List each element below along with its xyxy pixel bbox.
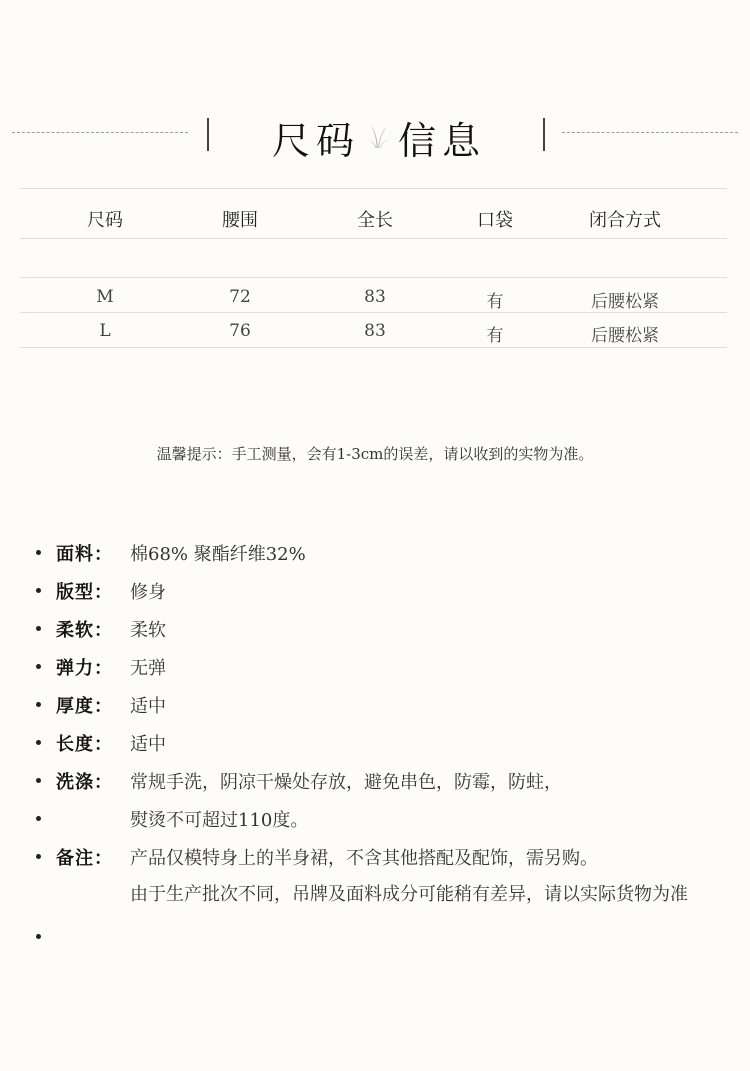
header-size: 尺码 — [87, 210, 123, 231]
bullet-icon — [36, 626, 41, 631]
prop-value: 无弹 — [130, 658, 166, 679]
prop-label: 厚度： — [56, 696, 113, 717]
bullet-icon — [36, 934, 41, 939]
dashed-divider-right — [562, 132, 738, 133]
prop-label: 备注： — [56, 848, 113, 869]
prop-label: 长度： — [56, 734, 113, 755]
row-closure: 后腰松紧 — [591, 326, 659, 346]
vertical-bar-left — [207, 118, 209, 151]
header-pocket: 口袋 — [477, 210, 513, 231]
list-item — [36, 844, 746, 874]
row-pocket: 有 — [486, 326, 504, 346]
dashed-divider-left — [12, 132, 188, 133]
row-size: L — [99, 321, 111, 341]
bullet-icon — [36, 778, 41, 783]
row-waist: 76 — [229, 321, 251, 341]
list-item — [36, 730, 746, 760]
table-rule — [20, 347, 727, 348]
header-closure: 闭合方式 — [589, 210, 661, 231]
header-waist: 腰围 — [222, 210, 258, 231]
list-item — [36, 880, 746, 910]
header-length: 全长 — [357, 210, 393, 231]
table-rule — [20, 277, 727, 278]
row-closure: 后腰松紧 — [591, 292, 659, 312]
prop-value: 由于生产批次不同，吊牌及面料成分可能稍有差异，请以实际货物为准 — [130, 884, 688, 905]
bullet-icon — [36, 816, 41, 821]
list-item — [36, 806, 746, 836]
bullet-icon — [36, 550, 41, 555]
prop-value: 柔软 — [130, 620, 166, 641]
prop-label: 柔软： — [56, 620, 113, 641]
prop-label: 弹力： — [56, 658, 113, 679]
prop-value: 适中 — [130, 696, 166, 717]
vertical-bar-right — [543, 118, 545, 151]
bullet-icon — [36, 854, 41, 859]
table-rule — [20, 238, 727, 239]
row-pocket: 有 — [486, 292, 504, 312]
title-info: 信息 — [398, 119, 487, 163]
bullet-icon — [36, 740, 41, 745]
list-item — [36, 692, 746, 722]
list-item — [36, 578, 746, 608]
list-item — [36, 924, 746, 954]
prop-value: 适中 — [130, 734, 166, 755]
prop-value: 棉68% 聚酯纤维32% — [130, 544, 306, 565]
list-item — [36, 654, 746, 684]
list-item — [36, 616, 746, 646]
list-item — [36, 768, 746, 798]
prop-value: 产品仅模特身上的半身裙，不含其他搭配及配饰，需另购。 — [130, 848, 598, 869]
row-waist: 72 — [229, 287, 251, 307]
prop-label: 洗涤： — [56, 772, 113, 793]
bullet-icon — [36, 588, 41, 593]
row-length: 83 — [364, 321, 386, 341]
prop-label: 版型： — [56, 582, 113, 603]
title-size: 尺码 — [272, 119, 361, 163]
prop-value: 修身 — [130, 582, 166, 603]
list-item — [36, 540, 746, 570]
prop-value: 常规手洗，阴凉干燥处存放，避免串色，防霉，防蛀， — [130, 772, 562, 793]
prop-label: 面料： — [56, 544, 113, 565]
bullet-icon — [36, 664, 41, 669]
row-size: M — [96, 287, 114, 307]
table-rule — [20, 188, 727, 189]
measurement-tip: 温馨提示：手工测量，会有1-3cm的误差，请以收到的实物为准。 — [156, 445, 594, 463]
section-header — [0, 108, 750, 163]
table-rule — [20, 312, 727, 313]
bullet-icon — [36, 702, 41, 707]
row-length: 83 — [364, 287, 386, 307]
prop-value: 熨烫不可超过110度。 — [130, 810, 309, 831]
grass-leaf-icon — [364, 120, 390, 150]
